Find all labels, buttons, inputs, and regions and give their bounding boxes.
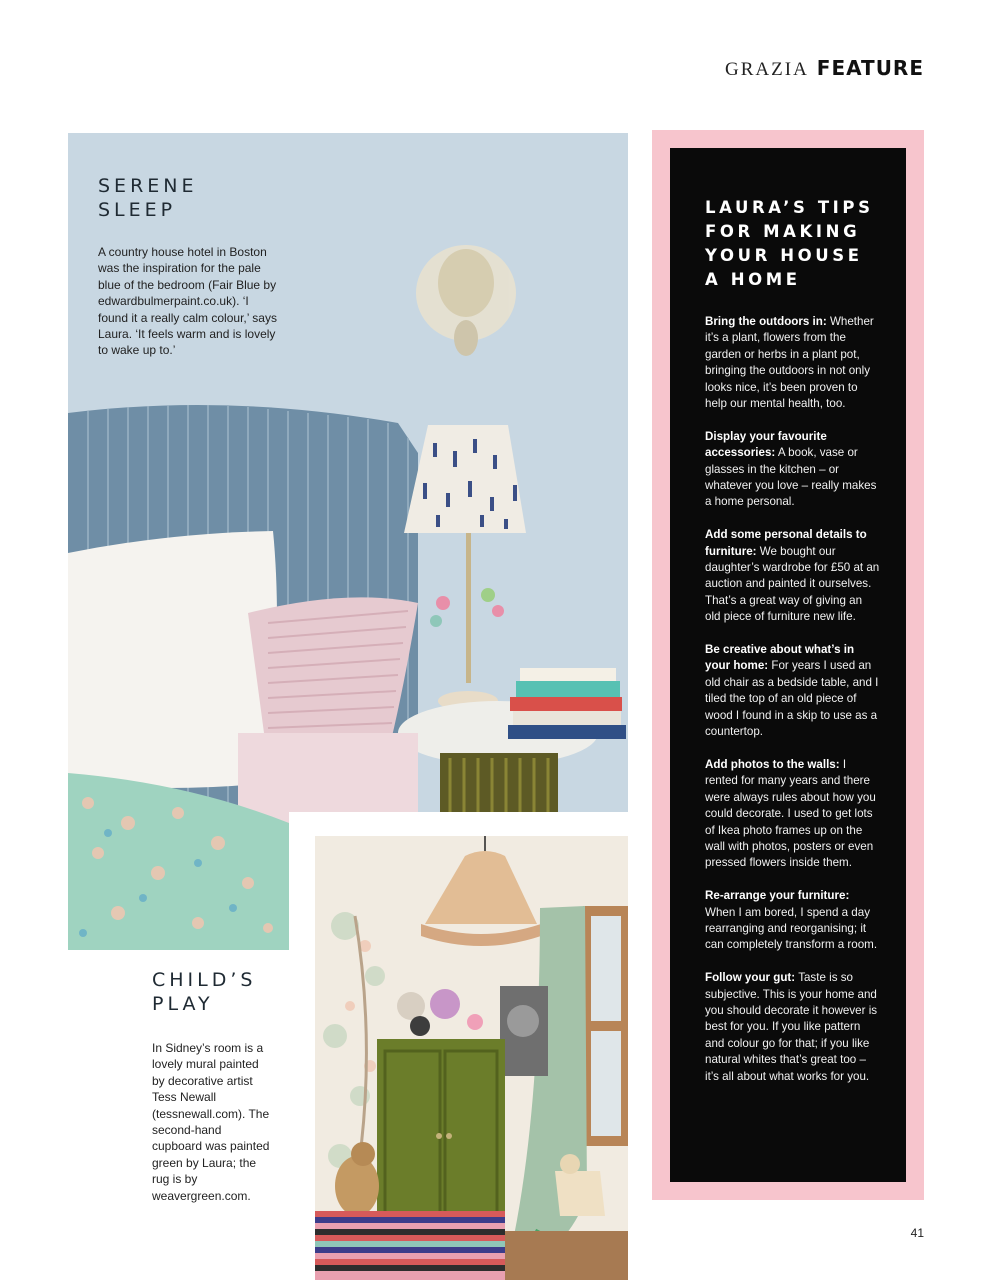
serene-sleep-caption-block xyxy=(98,174,288,371)
magazine-logo: GRAZIA xyxy=(725,59,809,80)
masthead xyxy=(725,56,924,81)
section-label: FEATURE xyxy=(816,56,924,80)
tip-body: For years I used an old chair as a bedside table, and I tiled the top of an old piece of wood I found in a skip to use as a countertop. xyxy=(705,659,879,739)
tips-sidebar xyxy=(670,148,906,1182)
tip-item xyxy=(705,970,880,1085)
tip-body: Taste is so subjective. This is your home and you should decorate it however is best for you. If you like pattern and colour go for that; if you like natural whites that’s great too – it’s all about what works for you. xyxy=(705,971,878,1083)
tip-lead: Add photos to the walls: xyxy=(705,757,840,771)
tip-body: We bought our daughter’s wardrobe for £50 at an auction and painted it ourselves. That’s a great way of giving an old piece of furniture new life. xyxy=(705,544,880,624)
tip-item xyxy=(705,757,880,872)
tip-lead: Display your favourite accessories: xyxy=(705,429,827,460)
tips-title: LAURA’S TIPS FOR MAKING YOUR HOUSE A HOME xyxy=(705,198,874,289)
tip-item xyxy=(705,888,880,954)
childs-play-caption-block xyxy=(152,968,292,1216)
tip-item xyxy=(705,527,880,625)
childs-room-photo xyxy=(315,836,628,1280)
serene-sleep-heading xyxy=(98,174,288,222)
serene-sleep-heading-line2: SLEEP xyxy=(98,199,177,221)
childs-play-heading-line1: CHILD’S xyxy=(152,969,257,991)
childs-play-heading-line2: PLAY xyxy=(152,993,214,1015)
book-stack xyxy=(508,668,626,739)
tip-item xyxy=(705,429,880,511)
tips-sidebar-frame xyxy=(652,130,924,1200)
tip-lead: Add some personal details to furniture: xyxy=(705,528,867,558)
tip-lead: Be creative about what’s in your home: xyxy=(705,643,855,673)
childs-play-caption: In Sidney’s room is a lovely mural painted by decorative artist Tess Newall (tessnewall.com). The second-hand cupboard was painted green by Laura; the rug is by weavergreen.com. xyxy=(152,1041,270,1203)
serene-sleep-caption: A country house hotel in Boston was the inspiration for the pale blue of the bedroom (Fair Blue by edwardbulmerpaint.co.uk). ‘I found it a really calm colour,’ says Laura. ‘It feels warm and is lovely to wake up to.’ xyxy=(98,245,277,358)
tip-body: I rented for many years and there were always rules about how you could decorate. I used to get lots of Ikea photo frames up on the wall with photos, posters or even pressed flowers inside them. xyxy=(705,757,876,870)
tip-body: A book, vase or glasses in the kitchen – or whatever you love – really makes a home personal. xyxy=(705,446,877,509)
serene-sleep-heading-line1: SERENE xyxy=(98,175,198,197)
tip-item xyxy=(705,314,880,412)
tip-body: Whether it’s a plant, flowers from the garden or herbs in a plant pot, bringing the outdoors in not only looks nice, it’s been proven to help our mental health, too. xyxy=(705,315,874,411)
tips-list xyxy=(705,314,880,1101)
tip-item xyxy=(705,642,880,740)
page-number: 41 xyxy=(910,1226,924,1240)
tip-lead: Follow your gut: xyxy=(705,971,796,985)
tip-lead: Re-arrange your furniture: xyxy=(705,889,850,903)
childs-play-heading xyxy=(152,968,292,1016)
tip-lead: Bring the outdoors in: xyxy=(705,315,827,328)
tip-body: When I am bored, I spend a day rearranging and reorganising; it can completely transform a room. xyxy=(705,905,878,952)
